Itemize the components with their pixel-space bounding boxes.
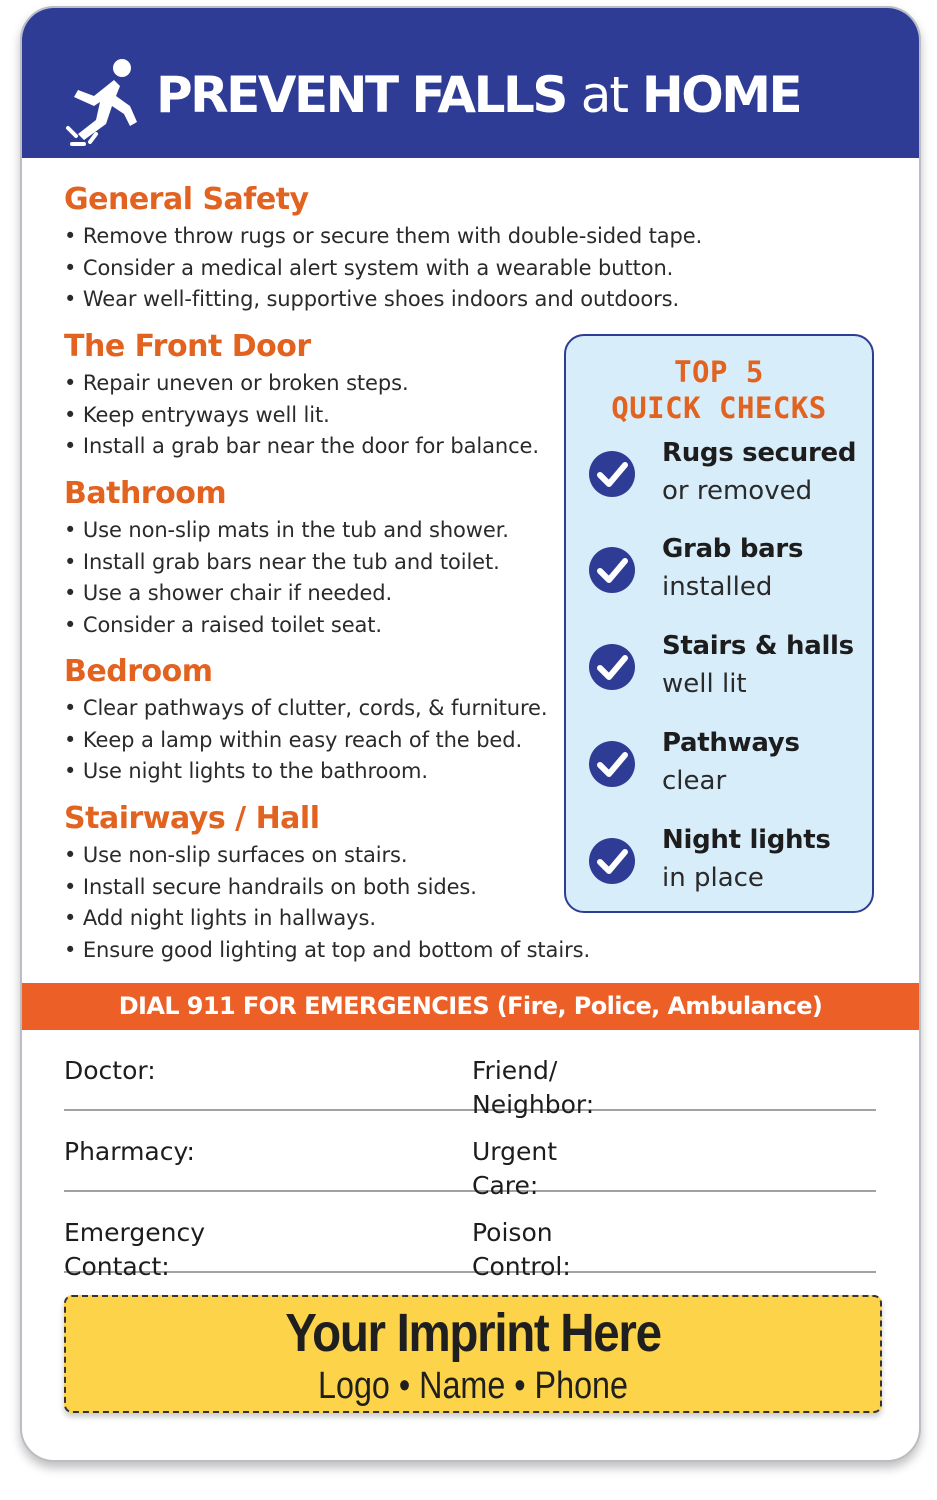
check-item: Pathways clear xyxy=(588,728,868,808)
list-item: • Wear well-fitting, supportive shoes indoors and outdoors. xyxy=(64,284,702,316)
contacts-row xyxy=(64,1030,876,1119)
check-item: Stairs & halls well lit xyxy=(588,631,868,711)
emergency-banner: DIAL 911 FOR EMERGENCIES (Fire, Police, Ambulance) xyxy=(22,983,919,1030)
contact-label: Poison Control: xyxy=(472,1218,571,1281)
list-item: • Use non-slip surfaces on stairs. xyxy=(64,840,590,872)
check-item: Night lights in place xyxy=(588,825,868,905)
checkmark-circle-icon xyxy=(588,450,636,498)
section-bedroom xyxy=(64,654,547,788)
contact-label: Friend/ Neighbor: xyxy=(472,1056,595,1119)
falling-person-icon xyxy=(64,56,142,146)
imprint-area xyxy=(64,1295,882,1413)
list-item: • Install secure handrails on both sides. xyxy=(64,872,590,904)
header-banner xyxy=(22,8,919,158)
section-stairways-hall xyxy=(64,801,590,966)
list-item: • Consider a raised toilet seat. xyxy=(64,610,509,642)
contact-label: Pharmacy: xyxy=(64,1137,195,1166)
list-item: • Use a shower chair if needed. xyxy=(64,578,509,610)
contacts-table xyxy=(64,1030,876,1281)
list-item: • Use non-slip mats in the tub and shower. xyxy=(64,515,509,547)
contacts-row xyxy=(64,1111,876,1200)
section-title: Stairways / Hall xyxy=(64,801,320,836)
checkmark-circle-icon xyxy=(588,740,636,788)
list-item: • Install a grab bar near the door for balance. xyxy=(64,431,539,463)
list-item: • Install grab bars near the tub and toilet. xyxy=(64,547,509,579)
quick-checks-panel xyxy=(564,334,874,913)
list-item: • Add night lights in hallways. xyxy=(64,903,590,935)
contacts-row xyxy=(64,1192,876,1281)
section-title: General Safety xyxy=(64,182,309,217)
section-title: The Front Door xyxy=(64,329,311,364)
quick-checks-title: TOP 5 QUICK CHECKS xyxy=(611,355,827,425)
page-title: PREVENT FALLS at HOME xyxy=(156,66,801,124)
list-item: • Use night lights to the bathroom. xyxy=(64,756,547,788)
section-title: Bathroom xyxy=(64,476,227,511)
list-item: • Repair uneven or broken steps. xyxy=(64,368,539,400)
checkmark-circle-icon xyxy=(588,837,636,885)
checkmark-circle-icon xyxy=(588,643,636,691)
list-item: • Keep a lamp within easy reach of the bed. xyxy=(64,725,547,757)
imprint-headline: Your Imprint Here xyxy=(285,1303,661,1363)
check-item: Rugs secured or removed xyxy=(588,438,868,518)
list-item: • Consider a medical alert system with a wearable button. xyxy=(64,253,702,285)
list-item: • Keep entryways well lit. xyxy=(64,400,539,432)
check-item: Grab bars installed xyxy=(588,534,868,614)
fall-prevention-card xyxy=(20,6,921,1462)
section-title: Bedroom xyxy=(64,654,213,689)
imprint-subline: Logo • Name • Phone xyxy=(318,1365,628,1407)
contact-label: Urgent Care: xyxy=(472,1137,558,1200)
section-bathroom xyxy=(64,476,509,641)
list-item: • Clear pathways of clutter, cords, & furniture. xyxy=(64,693,547,725)
contact-label: Emergency Contact: xyxy=(64,1218,206,1281)
list-item: • Remove throw rugs or secure them with double-sided tape. xyxy=(64,221,702,253)
list-item: • Ensure good lighting at top and bottom of stairs. xyxy=(64,935,590,967)
section-front-door xyxy=(64,329,539,463)
contact-label: Doctor: xyxy=(64,1056,156,1085)
section-general-safety xyxy=(64,182,702,316)
checkmark-circle-icon xyxy=(588,546,636,594)
